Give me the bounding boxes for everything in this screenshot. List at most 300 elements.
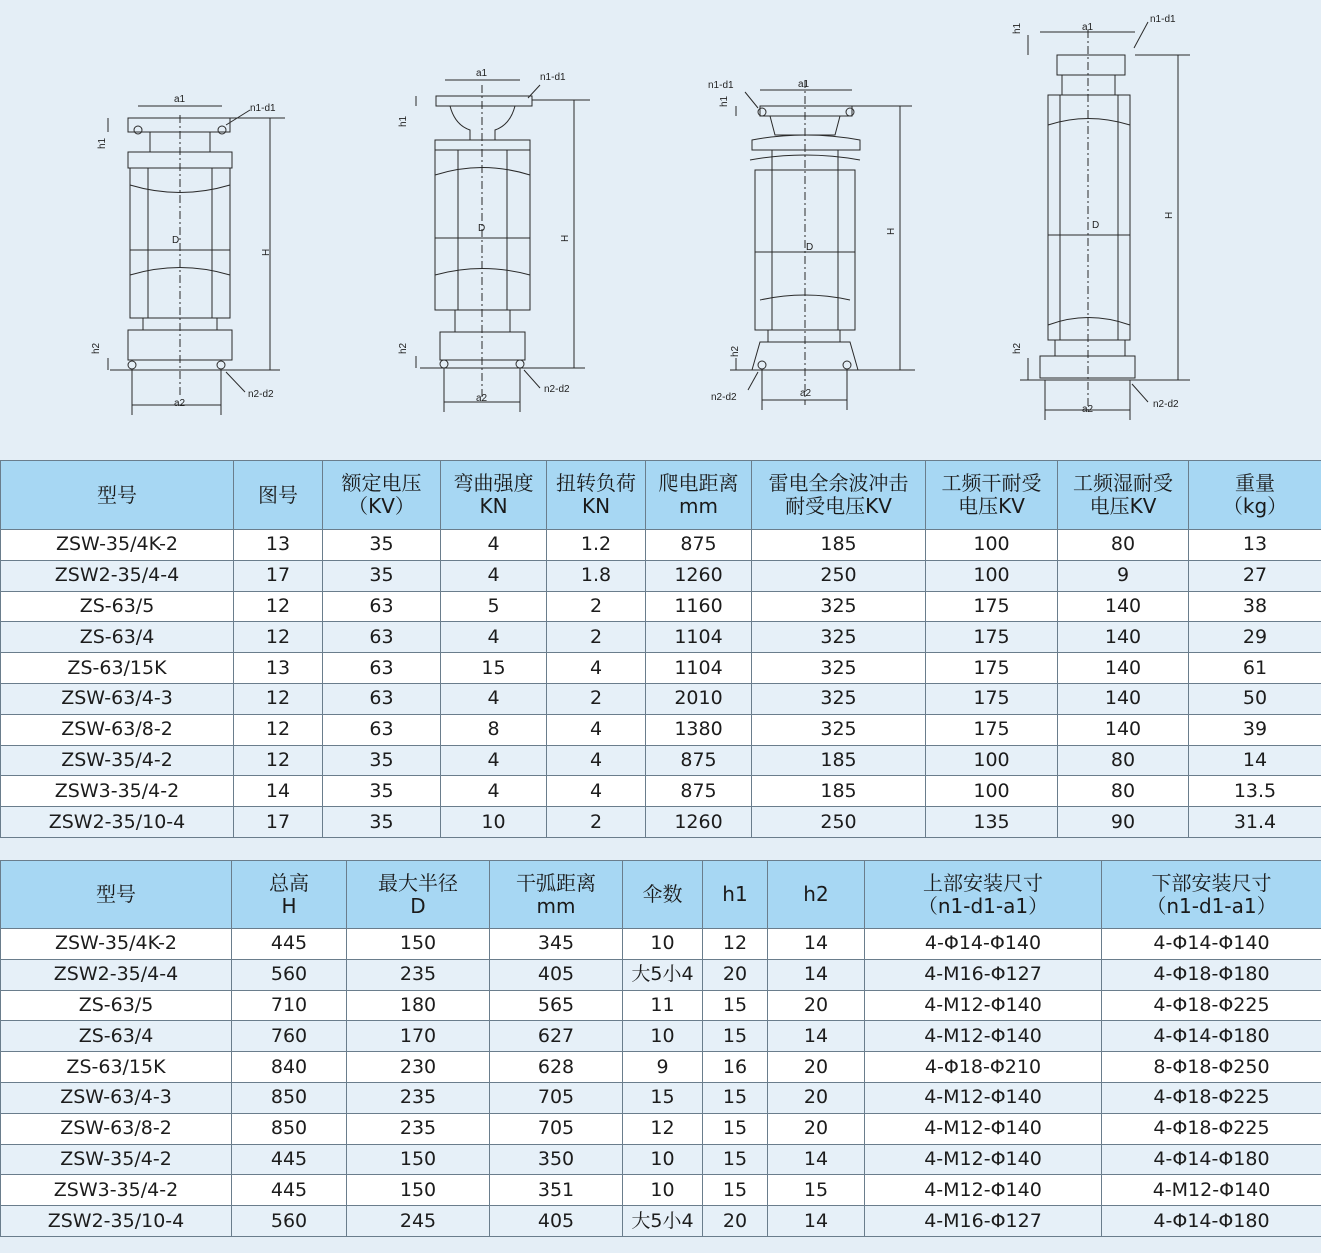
column-header-line2: H [281, 893, 297, 918]
column-header [347, 861, 490, 929]
table-cell: 175 [926, 714, 1058, 745]
table-cell: 185 [752, 776, 926, 807]
column-header [547, 461, 646, 530]
table-cell: ZS-63/4 [1, 622, 234, 653]
table-row [1, 1206, 1321, 1237]
column-header-line2: 电压KV [958, 494, 1025, 518]
svg-text:H: H [1164, 211, 1175, 219]
table-cell: 185 [752, 530, 926, 561]
table-row [1, 1113, 1321, 1144]
table-cell: 2 [547, 591, 646, 622]
column-header [234, 461, 323, 530]
table-cell: 13 [234, 653, 323, 684]
table-cell: 100 [926, 776, 1058, 807]
table-cell: 170 [347, 1021, 490, 1052]
column-header [441, 461, 547, 530]
column-header-line2: D [410, 893, 426, 918]
table-cell: ZSW3-35/4-2 [1, 1175, 232, 1206]
table-cell: 4 [441, 622, 547, 653]
table-cell: 大5小4 [623, 959, 703, 990]
column-header-line1: h2 [803, 882, 829, 906]
svg-text:h1: h1 [719, 95, 730, 107]
table-cell: 15 [703, 1175, 768, 1206]
svg-text:h1: h1 [97, 137, 108, 149]
table-cell: 4 [547, 745, 646, 776]
table-cell: 8 [441, 714, 547, 745]
table-cell: ZSW-35/4K-2 [1, 929, 232, 960]
svg-text:D: D [172, 235, 180, 246]
column-header [623, 861, 703, 929]
table-cell: 627 [490, 1021, 623, 1052]
table-cell: 405 [490, 959, 623, 990]
table-cell: ZSW2-35/4-4 [1, 959, 232, 990]
table-cell: 325 [752, 653, 926, 684]
table-cell: 4-M16-Φ127 [865, 1206, 1102, 1237]
table-cell: 445 [232, 1144, 347, 1175]
svg-text:a1: a1 [798, 79, 810, 90]
svg-text:H: H [560, 234, 571, 242]
table-cell: 12 [234, 622, 323, 653]
column-header [703, 861, 768, 929]
table-row [1, 1052, 1321, 1083]
table-cell: 12 [234, 714, 323, 745]
svg-text:h2: h2 [1012, 342, 1023, 354]
table-cell: ZS-63/5 [1, 990, 232, 1021]
column-header [768, 861, 865, 929]
table-cell: 100 [926, 530, 1058, 561]
table-cell: 5 [441, 591, 547, 622]
insulator-drawing-1 [91, 94, 285, 415]
table-cell: 405 [490, 1206, 623, 1237]
table-cell: 325 [752, 622, 926, 653]
table-cell: 10 [441, 807, 547, 838]
table-cell: 63 [323, 622, 441, 653]
table-cell: ZSW2-35/4-4 [1, 560, 234, 591]
table-cell: 12 [234, 745, 323, 776]
table-cell: 351 [490, 1175, 623, 1206]
table-cell: 4-Φ14-Φ180 [1102, 1021, 1321, 1052]
table-cell: 90 [1058, 807, 1189, 838]
table-cell: 20 [768, 1082, 865, 1113]
table-cell: 10 [623, 1021, 703, 1052]
table-cell: 13 [1189, 530, 1321, 561]
table-cell: 20 [703, 959, 768, 990]
column-header [865, 861, 1102, 929]
table-cell: 325 [752, 591, 926, 622]
table-cell: 250 [752, 560, 926, 591]
table-cell: 175 [926, 622, 1058, 653]
table-cell: 1260 [646, 560, 752, 591]
table-cell: 50 [1189, 683, 1321, 714]
table-cell: 16 [703, 1052, 768, 1083]
column-header-line2: KN [581, 494, 611, 518]
table-cell: 61 [1189, 653, 1321, 684]
column-header [1, 861, 232, 929]
column-header-line2: 耐受电压KV [785, 494, 892, 518]
column-header-line1: 最大半径 [378, 870, 458, 895]
table-cell: 2 [547, 683, 646, 714]
table-cell: 250 [752, 807, 926, 838]
column-header-line1: 工频湿耐受 [1073, 471, 1173, 495]
table-cell: 840 [232, 1052, 347, 1083]
svg-text:a2: a2 [174, 398, 186, 409]
table-cell: 4-M12-Φ140 [865, 1175, 1102, 1206]
table-cell: 29 [1189, 622, 1321, 653]
table-row [1, 591, 1321, 622]
column-header-line1: h1 [722, 882, 748, 906]
table-cell: 12 [623, 1113, 703, 1144]
table-cell: 150 [347, 1144, 490, 1175]
table-cell: ZSW-35/4-2 [1, 745, 234, 776]
table-cell: ZS-63/15K [1, 653, 234, 684]
table-cell: 10 [623, 1144, 703, 1175]
column-header-line2: （KV） [348, 494, 415, 518]
svg-text:h2: h2 [398, 342, 409, 354]
table-cell: 12 [234, 591, 323, 622]
table-cell: 4 [547, 653, 646, 684]
table-cell: 345 [490, 929, 623, 960]
column-header-line2: mm [679, 494, 718, 518]
column-header-line1: 工频干耐受 [941, 471, 1042, 495]
table-cell: 4 [441, 560, 547, 591]
table-cell: 1104 [646, 653, 752, 684]
svg-text:D: D [806, 242, 814, 253]
table-cell: 80 [1058, 745, 1189, 776]
table-cell: 4-Φ18-Φ180 [1102, 959, 1321, 990]
table-cell: 628 [490, 1052, 623, 1083]
column-header [490, 861, 623, 929]
table-cell: 38 [1189, 591, 1321, 622]
table-cell: 445 [232, 1175, 347, 1206]
svg-text:h1: h1 [1012, 22, 1023, 34]
table-cell: 20 [768, 990, 865, 1021]
table-cell: 31.4 [1189, 807, 1321, 838]
table-row [1, 1175, 1321, 1206]
table-cell: 15 [703, 1113, 768, 1144]
table-cell: 325 [752, 714, 926, 745]
column-header-line2: （kg） [1222, 494, 1288, 518]
table-cell: 4-Φ14-Φ180 [1102, 1144, 1321, 1175]
table-row [1, 959, 1321, 990]
table-cell: 14 [768, 929, 865, 960]
table-cell: 63 [323, 653, 441, 684]
table-cell: ZS-63/4 [1, 1021, 232, 1052]
table-cell: 4-M12-Φ140 [1102, 1175, 1321, 1206]
column-header-line2: mm [536, 893, 576, 918]
table-cell: 875 [646, 776, 752, 807]
column-header [1058, 461, 1189, 530]
table-cell: 2010 [646, 683, 752, 714]
table-cell: 14 [768, 959, 865, 990]
table-row [1, 683, 1321, 714]
table-cell: 245 [347, 1206, 490, 1237]
table-cell: 4-M12-Φ140 [865, 1144, 1102, 1175]
table-cell: 135 [926, 807, 1058, 838]
table-cell: ZSW2-35/10-4 [1, 1206, 232, 1237]
table-cell: 4-Φ18-Φ210 [865, 1052, 1102, 1083]
table-cell: 4-M12-Φ140 [865, 1113, 1102, 1144]
table-cell: 1104 [646, 622, 752, 653]
table-cell: 350 [490, 1144, 623, 1175]
svg-text:n2-d2: n2-d2 [1153, 399, 1179, 410]
column-header-line1: 总高 [269, 870, 309, 895]
svg-text:n1-d1: n1-d1 [540, 72, 566, 83]
table-cell: 14 [1189, 745, 1321, 776]
column-header-line1: 重量 [1235, 471, 1275, 495]
table-cell: 13.5 [1189, 776, 1321, 807]
table-cell: 15 [703, 990, 768, 1021]
table-cell: 39 [1189, 714, 1321, 745]
table-cell: 35 [323, 776, 441, 807]
table-row [1, 929, 1321, 960]
table-cell: 35 [323, 745, 441, 776]
table-cell: ZSW2-35/10-4 [1, 807, 234, 838]
svg-text:h2: h2 [91, 342, 102, 354]
table-cell: 14 [768, 1021, 865, 1052]
column-header-line2: （n1-d1-a1） [917, 893, 1049, 918]
column-header-line1: 上部安装尺寸 [923, 870, 1043, 895]
table-cell: 100 [926, 560, 1058, 591]
svg-text:H: H [261, 248, 272, 256]
table-cell: 9 [623, 1052, 703, 1083]
table-cell: 20 [768, 1052, 865, 1083]
table-cell: 9 [1058, 560, 1189, 591]
column-header-line1: 下部安装尺寸 [1151, 870, 1272, 895]
table-cell: 875 [646, 530, 752, 561]
table-row [1, 745, 1321, 776]
table-cell: 63 [323, 683, 441, 714]
table-cell: 2 [547, 622, 646, 653]
column-header-line1: 额定电压 [341, 471, 422, 495]
column-header-line1: 型号 [96, 882, 136, 906]
svg-text:a2: a2 [800, 388, 812, 399]
table-cell: 80 [1058, 530, 1189, 561]
table-cell: 4-M16-Φ127 [865, 959, 1102, 990]
table-cell: 13 [234, 530, 323, 561]
table-cell: 1.8 [547, 560, 646, 591]
table-cell: ZSW-63/4-3 [1, 1082, 232, 1113]
column-header-line1: 扭转负荷 [556, 471, 636, 495]
table-cell: 14 [234, 776, 323, 807]
table-cell: 10 [623, 929, 703, 960]
table-cell: 1.2 [547, 530, 646, 561]
table-cell: 15 [703, 1021, 768, 1052]
svg-text:n1-d1: n1-d1 [1150, 14, 1176, 25]
table-row [1, 1021, 1321, 1052]
insulator-drawing-2 [398, 68, 590, 412]
table-cell: 560 [232, 959, 347, 990]
table-row [1, 1082, 1321, 1113]
table-cell: 230 [347, 1052, 490, 1083]
svg-text:h1: h1 [398, 115, 409, 127]
svg-text:a2: a2 [476, 393, 488, 404]
table-row [1, 653, 1321, 684]
table-row [1, 714, 1321, 745]
table-cell: 17 [234, 560, 323, 591]
table-row [1, 560, 1321, 591]
table-cell: 1380 [646, 714, 752, 745]
table-cell: ZS-63/15K [1, 1052, 232, 1083]
table-cell: 35 [323, 807, 441, 838]
table-cell: 4-Φ18-Φ225 [1102, 1113, 1321, 1144]
column-header-line1: 干弧距离 [516, 870, 596, 895]
table-cell: 8-Φ18-Φ250 [1102, 1052, 1321, 1083]
column-header-line2: 电压KV [1089, 494, 1157, 518]
table-cell: 140 [1058, 714, 1189, 745]
table-cell: 710 [232, 990, 347, 1021]
table-cell: 35 [323, 530, 441, 561]
column-header-line1: 伞数 [642, 882, 683, 906]
table-cell: ZS-63/5 [1, 591, 234, 622]
table-cell: 4 [441, 683, 547, 714]
technical-drawings [0, 0, 1321, 455]
table-cell: 4-Φ14-Φ180 [1102, 1206, 1321, 1237]
table-cell: 63 [323, 591, 441, 622]
column-header-line2: （n1-d1-a1） [1146, 893, 1277, 918]
column-header [646, 461, 752, 530]
table-cell: ZSW-63/8-2 [1, 714, 234, 745]
table-cell: 4-Φ14-Φ140 [1102, 929, 1321, 960]
column-header [1189, 461, 1321, 530]
table-cell: 560 [232, 1206, 347, 1237]
table-cell: 大5小4 [623, 1206, 703, 1237]
table-cell: 20 [768, 1113, 865, 1144]
table-cell: 4-M12-Φ140 [865, 1082, 1102, 1113]
table-cell: 150 [347, 929, 490, 960]
svg-text:n1-d1: n1-d1 [250, 103, 276, 114]
table-cell: 140 [1058, 683, 1189, 714]
column-header-line1: 弯曲强度 [453, 471, 534, 495]
table-cell: 150 [347, 1175, 490, 1206]
svg-text:D: D [1092, 220, 1100, 231]
column-header [1102, 861, 1321, 929]
table-cell: 4-Φ18-Φ225 [1102, 1082, 1321, 1113]
table-cell: 27 [1189, 560, 1321, 591]
column-header [752, 461, 926, 530]
table-cell: 875 [646, 745, 752, 776]
table-cell: 235 [347, 1082, 490, 1113]
table-cell: 565 [490, 990, 623, 1021]
svg-text:n2-d2: n2-d2 [248, 389, 274, 400]
svg-text:h2: h2 [730, 345, 741, 357]
table-cell: 175 [926, 591, 1058, 622]
table-cell: 11 [623, 990, 703, 1021]
table-cell: 705 [490, 1082, 623, 1113]
table-cell: 850 [232, 1113, 347, 1144]
table-cell: 1260 [646, 807, 752, 838]
table-row [1, 776, 1321, 807]
table-cell: 4-Φ14-Φ140 [865, 929, 1102, 960]
svg-text:a1: a1 [1082, 22, 1094, 33]
table-cell: 35 [323, 560, 441, 591]
table-row [1, 530, 1321, 561]
insulator-drawing-3 [708, 79, 915, 410]
column-header-line1: 图号 [258, 482, 298, 507]
table-cell: 705 [490, 1113, 623, 1144]
table-cell: 10 [623, 1175, 703, 1206]
table-cell: 14 [768, 1206, 865, 1237]
column-header [926, 461, 1058, 530]
table-cell: 2 [547, 807, 646, 838]
table-cell: ZSW-63/4-3 [1, 683, 234, 714]
table-row [1, 807, 1321, 838]
table-cell: 4-Φ18-Φ225 [1102, 990, 1321, 1021]
table-cell: ZSW3-35/4-2 [1, 776, 234, 807]
table-cell: 63 [323, 714, 441, 745]
table-cell: 140 [1058, 591, 1189, 622]
table-cell: 15 [623, 1082, 703, 1113]
table-cell: ZSW-35/4-2 [1, 1144, 232, 1175]
table-cell: 175 [926, 683, 1058, 714]
table-cell: 4 [547, 714, 646, 745]
table-cell: 12 [234, 683, 323, 714]
table-cell: 15 [703, 1144, 768, 1175]
svg-text:a1: a1 [174, 94, 186, 105]
column-header-line1: 型号 [97, 482, 137, 507]
table-cell: 100 [926, 745, 1058, 776]
column-header [323, 461, 441, 530]
table-cell: 12 [703, 929, 768, 960]
table-cell: 4 [441, 745, 547, 776]
table-cell: 15 [768, 1175, 865, 1206]
table-cell: 140 [1058, 653, 1189, 684]
svg-text:n2-d2: n2-d2 [544, 384, 570, 395]
table-cell: 15 [441, 653, 547, 684]
table-cell: 14 [768, 1144, 865, 1175]
table-cell: 760 [232, 1021, 347, 1052]
table-row [1, 990, 1321, 1021]
table-cell: 1160 [646, 591, 752, 622]
table-row [1, 1144, 1321, 1175]
table-cell: 185 [752, 745, 926, 776]
column-header-line1: 爬电距离 [658, 471, 739, 495]
column-header-line1: 雷电全余波冲击 [768, 471, 909, 495]
table-cell: 140 [1058, 622, 1189, 653]
table-cell: 235 [347, 959, 490, 990]
svg-text:a1: a1 [476, 68, 488, 79]
specs-table-dimensions [0, 860, 1321, 1237]
table-cell: 325 [752, 683, 926, 714]
table-cell: 235 [347, 1113, 490, 1144]
svg-text:n2-d2: n2-d2 [711, 392, 737, 403]
table-cell: 80 [1058, 776, 1189, 807]
table-cell: ZSW-63/8-2 [1, 1113, 232, 1144]
svg-text:D: D [478, 223, 486, 234]
column-header-line2: KN [479, 494, 508, 518]
table-cell: 4-M12-Φ140 [865, 990, 1102, 1021]
specs-table-electrical [0, 460, 1321, 838]
table-cell: 850 [232, 1082, 347, 1113]
table-cell: 20 [703, 1206, 768, 1237]
table-cell: 15 [703, 1082, 768, 1113]
insulator-drawing-4 [1012, 14, 1190, 420]
column-header [232, 861, 347, 929]
table-cell: 17 [234, 807, 323, 838]
table-cell: 4 [547, 776, 646, 807]
column-header [1, 461, 234, 530]
table-cell: 175 [926, 653, 1058, 684]
table-cell: 4 [441, 776, 547, 807]
svg-text:n1-d1: n1-d1 [708, 80, 734, 91]
table-row [1, 622, 1321, 653]
table-cell: 4-M12-Φ140 [865, 1021, 1102, 1052]
table-cell: 4 [441, 530, 547, 561]
svg-text:a2: a2 [1082, 404, 1094, 415]
svg-text:H: H [886, 227, 897, 235]
table-cell: 445 [232, 929, 347, 960]
table-cell: 180 [347, 990, 490, 1021]
table-cell: ZSW-35/4K-2 [1, 530, 234, 561]
